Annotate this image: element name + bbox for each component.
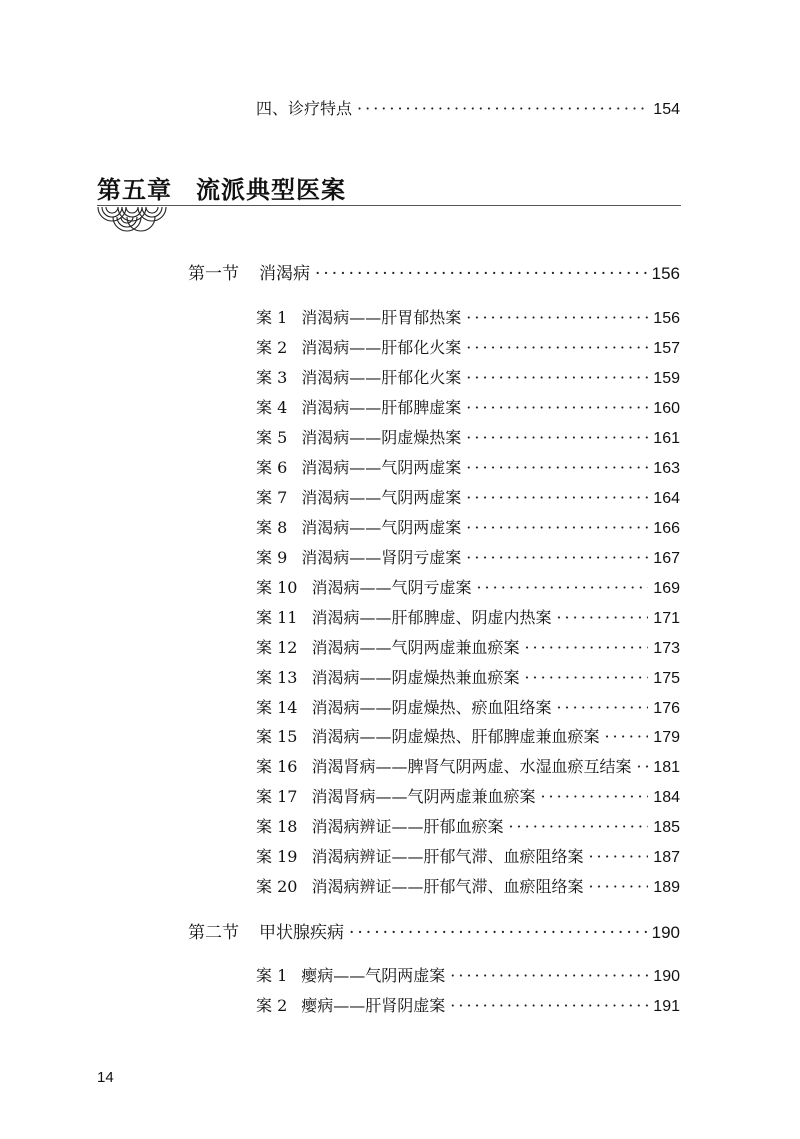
dot-leader: [466, 428, 648, 447]
case-title: 消渴病——气阴两虚案: [301, 488, 462, 507]
dot-leader: [540, 787, 648, 806]
case-title: 消渴病辨证——肝郁气滞、血瘀阻络案: [311, 847, 584, 866]
toc-case-entry[interactable]: [256, 485, 680, 508]
case-title: 消渴病——阴虚燥热案: [301, 428, 462, 447]
case-page: 181: [653, 759, 680, 776]
toc-case-entry[interactable]: [256, 515, 680, 538]
case-page: 171: [653, 610, 680, 627]
dot-leader: [588, 847, 648, 866]
case-number: 案 19: [256, 847, 298, 866]
case-page: 159: [653, 370, 680, 387]
dot-leader: [556, 698, 648, 717]
case-number: 案 9: [256, 548, 288, 567]
case-number: 案 20: [256, 877, 298, 896]
case-number: 案 12: [256, 638, 298, 657]
section-label: 第二节 甲状腺疾病: [188, 923, 344, 943]
dot-leader: [508, 817, 648, 836]
case-number: 案 2: [256, 996, 288, 1015]
case-title: 消渴病——气阴两虚案: [301, 458, 462, 477]
dot-leader: [466, 338, 648, 357]
dot-leader: [476, 578, 648, 597]
toc-case-entry[interactable]: [256, 993, 680, 1016]
case-page: 175: [653, 670, 680, 687]
toc-case-entry[interactable]: [256, 545, 680, 568]
dot-leader: [466, 548, 648, 567]
chapter-rule: [97, 205, 681, 206]
entry-label: 四、诊疗特点: [256, 99, 353, 118]
entry-page: 154: [653, 101, 680, 118]
section-label: 第一节 消渴病: [188, 264, 310, 284]
toc-case-entry[interactable]: [256, 695, 680, 718]
dot-leader: [315, 264, 647, 284]
case-number: 案 1: [256, 966, 288, 985]
case-number: 案 2: [256, 338, 288, 357]
page-number: 14: [97, 1069, 114, 1086]
chapter-heading: [97, 170, 346, 205]
toc-case-entry[interactable]: [256, 455, 680, 478]
case-number: 案 10: [256, 578, 298, 597]
toc-case-entry[interactable]: [256, 874, 680, 897]
case-title: 瘿病——肝肾阴虚案: [301, 996, 446, 1015]
toc-case-entry[interactable]: [256, 605, 680, 628]
case-title: 消渴病——肝胃郁热案: [301, 308, 462, 327]
case-number: 案 17: [256, 787, 298, 806]
toc-case-entry[interactable]: [256, 724, 680, 747]
dot-leader: [450, 966, 648, 985]
toc-case-entry[interactable]: [256, 665, 680, 688]
case-title: 消渴病——肝郁化火案: [301, 368, 462, 387]
case-page: 169: [653, 580, 680, 597]
case-number: 案 15: [256, 727, 298, 746]
toc-case-entry[interactable]: [256, 635, 680, 658]
case-page: 173: [653, 640, 680, 657]
case-page: 185: [653, 819, 680, 836]
case-title: 消渴病——阴虚燥热、肝郁脾虚兼血瘀案: [311, 727, 600, 746]
dot-leader: [466, 398, 648, 417]
case-page: 176: [653, 700, 680, 717]
dot-leader: [466, 368, 648, 387]
case-page: 167: [653, 550, 680, 567]
case-page: 161: [653, 430, 680, 447]
toc-case-entry[interactable]: [256, 575, 680, 598]
case-title: 消渴病——肝郁脾虚案: [301, 398, 462, 417]
case-number: 案 5: [256, 428, 288, 447]
case-title: 消渴病——气阴两虚兼血瘀案: [311, 638, 520, 657]
case-title: 消渴病——气阴亏虚案: [311, 578, 472, 597]
case-title: 消渴病——阴虚燥热、瘀血阻络案: [311, 698, 552, 717]
toc-section-2[interactable]: [188, 918, 680, 943]
case-page: 166: [653, 520, 680, 537]
dot-leader: [466, 518, 648, 537]
dot-leader: [524, 638, 648, 657]
dot-leader: [466, 458, 648, 477]
chapter-number: 第五章: [97, 175, 172, 204]
toc-case-entry[interactable]: [256, 963, 680, 986]
toc-entry-diagnosis-features[interactable]: [256, 96, 680, 119]
case-page: 184: [653, 789, 680, 806]
case-number: 案 8: [256, 518, 288, 537]
dot-leader: [604, 727, 648, 746]
case-page: 189: [653, 879, 680, 896]
dot-leader: [588, 877, 648, 896]
case-page: 156: [653, 310, 680, 327]
case-number: 案 1: [256, 308, 288, 327]
section-page: 190: [651, 923, 680, 942]
toc-section-1[interactable]: [188, 259, 680, 284]
toc-case-entry[interactable]: [256, 335, 680, 358]
toc-case-entry[interactable]: [256, 305, 680, 328]
case-number: 案 4: [256, 398, 288, 417]
chapter-title: 流派典型医案: [196, 175, 346, 204]
case-number: 案 6: [256, 458, 288, 477]
dot-leader: [556, 608, 648, 627]
case-number: 案 7: [256, 488, 288, 507]
case-title: 消渴病辨证——肝郁血瘀案: [311, 817, 504, 836]
dot-leader: [466, 308, 648, 327]
case-title: 消渴病辨证——肝郁气滞、血瘀阻络案: [311, 877, 584, 896]
case-page: 164: [653, 490, 680, 507]
toc-case-entry[interactable]: [256, 844, 680, 867]
toc-case-entry[interactable]: [256, 784, 680, 807]
wave-ornament-icon: [96, 205, 170, 243]
case-title: 消渴病——气阴两虚案: [301, 518, 462, 537]
toc-case-entry[interactable]: [256, 395, 680, 418]
case-page: 163: [653, 460, 680, 477]
toc-case-entry[interactable]: [256, 365, 680, 388]
toc-case-entry[interactable]: [256, 754, 680, 777]
dot-leader: [349, 923, 647, 943]
case-title: 消渴病——肝郁脾虚、阴虚内热案: [311, 608, 552, 627]
case-number: 案 3: [256, 368, 288, 387]
case-page: 160: [653, 400, 680, 417]
case-number: 案 13: [256, 668, 298, 687]
case-number: 案 11: [256, 608, 298, 627]
case-page: 157: [653, 340, 680, 357]
case-title: 瘿病——气阴两虚案: [301, 966, 446, 985]
section-page: 156: [651, 264, 680, 283]
case-page: 190: [653, 968, 680, 985]
toc-case-entry[interactable]: [256, 814, 680, 837]
case-number: 案 16: [256, 757, 298, 776]
case-page: 179: [653, 729, 680, 746]
toc-case-entry[interactable]: [256, 425, 680, 448]
case-page: 191: [653, 998, 680, 1015]
case-number: 案 14: [256, 698, 298, 717]
case-title: 消渴肾病——脾肾气阴两虚、水湿血瘀互结案: [311, 757, 632, 776]
case-title: 消渴肾病——气阴两虚兼血瘀案: [311, 787, 536, 806]
case-page: 187: [653, 849, 680, 866]
dot-leader: [524, 668, 648, 687]
dot-leader: [357, 99, 648, 118]
case-title: 消渴病——肾阴亏虚案: [301, 548, 462, 567]
case-number: 案 18: [256, 817, 298, 836]
dot-leader: [450, 996, 648, 1015]
case-title: 消渴病——肝郁化火案: [301, 338, 462, 357]
dot-leader: [466, 488, 648, 507]
case-title: 消渴病——阴虚燥热兼血瘀案: [311, 668, 520, 687]
dot-leader: [636, 757, 648, 776]
